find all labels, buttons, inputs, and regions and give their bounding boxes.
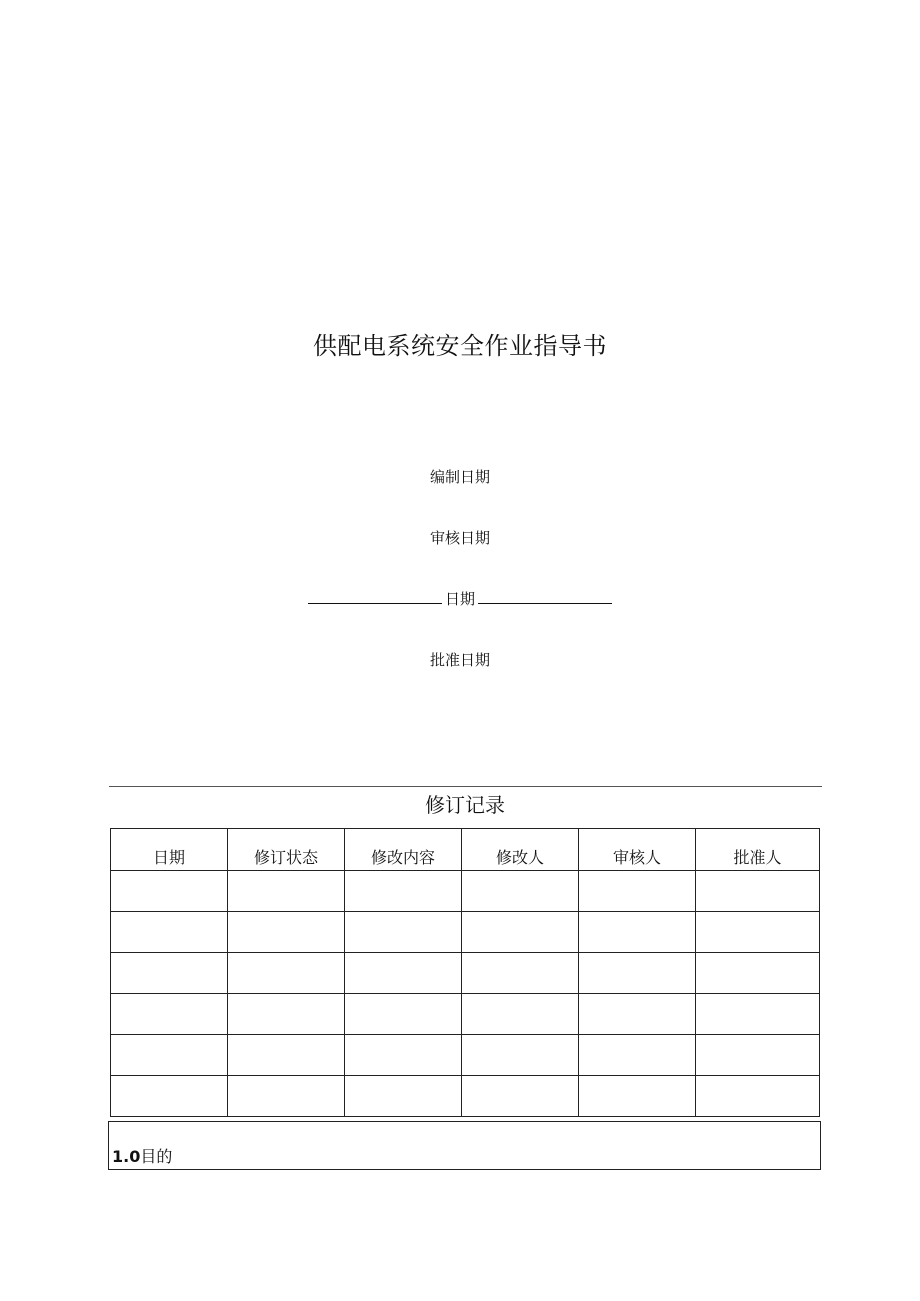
table-cell [579, 1035, 696, 1076]
blank-date-label: 日期 [444, 590, 475, 608]
table-cell [345, 953, 462, 994]
table-row [111, 1035, 820, 1076]
blank-underline-left [308, 589, 442, 604]
table-cell [111, 1076, 228, 1117]
table-cell [696, 912, 820, 953]
table-cell [696, 871, 820, 912]
table-cell [696, 1076, 820, 1117]
table-header-row [111, 829, 820, 871]
table-cell [579, 994, 696, 1035]
table-cell [111, 912, 228, 953]
table-cell [462, 994, 579, 1035]
table-cell [345, 1035, 462, 1076]
table-cell [462, 912, 579, 953]
table-cell [228, 912, 345, 953]
table-row [111, 953, 820, 994]
revision-record-title: 修订记录 [425, 793, 505, 817]
table-cell [345, 871, 462, 912]
approved-date-line: 批准日期 [429, 651, 490, 669]
table-cell [579, 912, 696, 953]
section-box [108, 1121, 821, 1170]
table-cell [228, 953, 345, 994]
column-header-approver: 批准人 [696, 829, 820, 871]
table-cell [579, 871, 696, 912]
table-cell [345, 912, 462, 953]
divider-line [109, 786, 822, 787]
section-title: 目的 [140, 1147, 173, 1166]
table-cell [462, 1035, 579, 1076]
table-row [111, 1076, 820, 1117]
blank-underline-right [478, 589, 612, 604]
table-cell [345, 994, 462, 1035]
column-header-modifier: 修改人 [462, 829, 579, 871]
revision-table [110, 828, 820, 1117]
table-cell [345, 1076, 462, 1117]
table-cell [111, 871, 228, 912]
column-header-status: 修订状态 [228, 829, 345, 871]
table-cell [696, 994, 820, 1035]
table-cell [462, 1076, 579, 1117]
table-cell [111, 1035, 228, 1076]
column-header-content: 修改内容 [345, 829, 462, 871]
table-cell [111, 994, 228, 1035]
table-cell [228, 871, 345, 912]
table-cell [696, 953, 820, 994]
table-row [111, 871, 820, 912]
document-title: 供配电系统安全作业指导书 [313, 332, 607, 360]
table-cell [462, 953, 579, 994]
compiled-date-line: 编制日期 [429, 468, 490, 486]
section-number: 1.0 [112, 1147, 141, 1166]
blank-date-line [0, 588, 920, 609]
table-cell [696, 1035, 820, 1076]
table-cell [462, 871, 579, 912]
section-heading [112, 1144, 172, 1167]
column-header-reviewer: 审核人 [579, 829, 696, 871]
table-cell [579, 1076, 696, 1117]
table-cell [228, 1035, 345, 1076]
column-header-date: 日期 [111, 829, 228, 871]
table-cell [579, 953, 696, 994]
table-row [111, 912, 820, 953]
table-cell [111, 953, 228, 994]
table-row [111, 994, 820, 1035]
reviewed-date-line: 审核日期 [429, 529, 490, 547]
table-cell [228, 1076, 345, 1117]
table-cell [228, 994, 345, 1035]
